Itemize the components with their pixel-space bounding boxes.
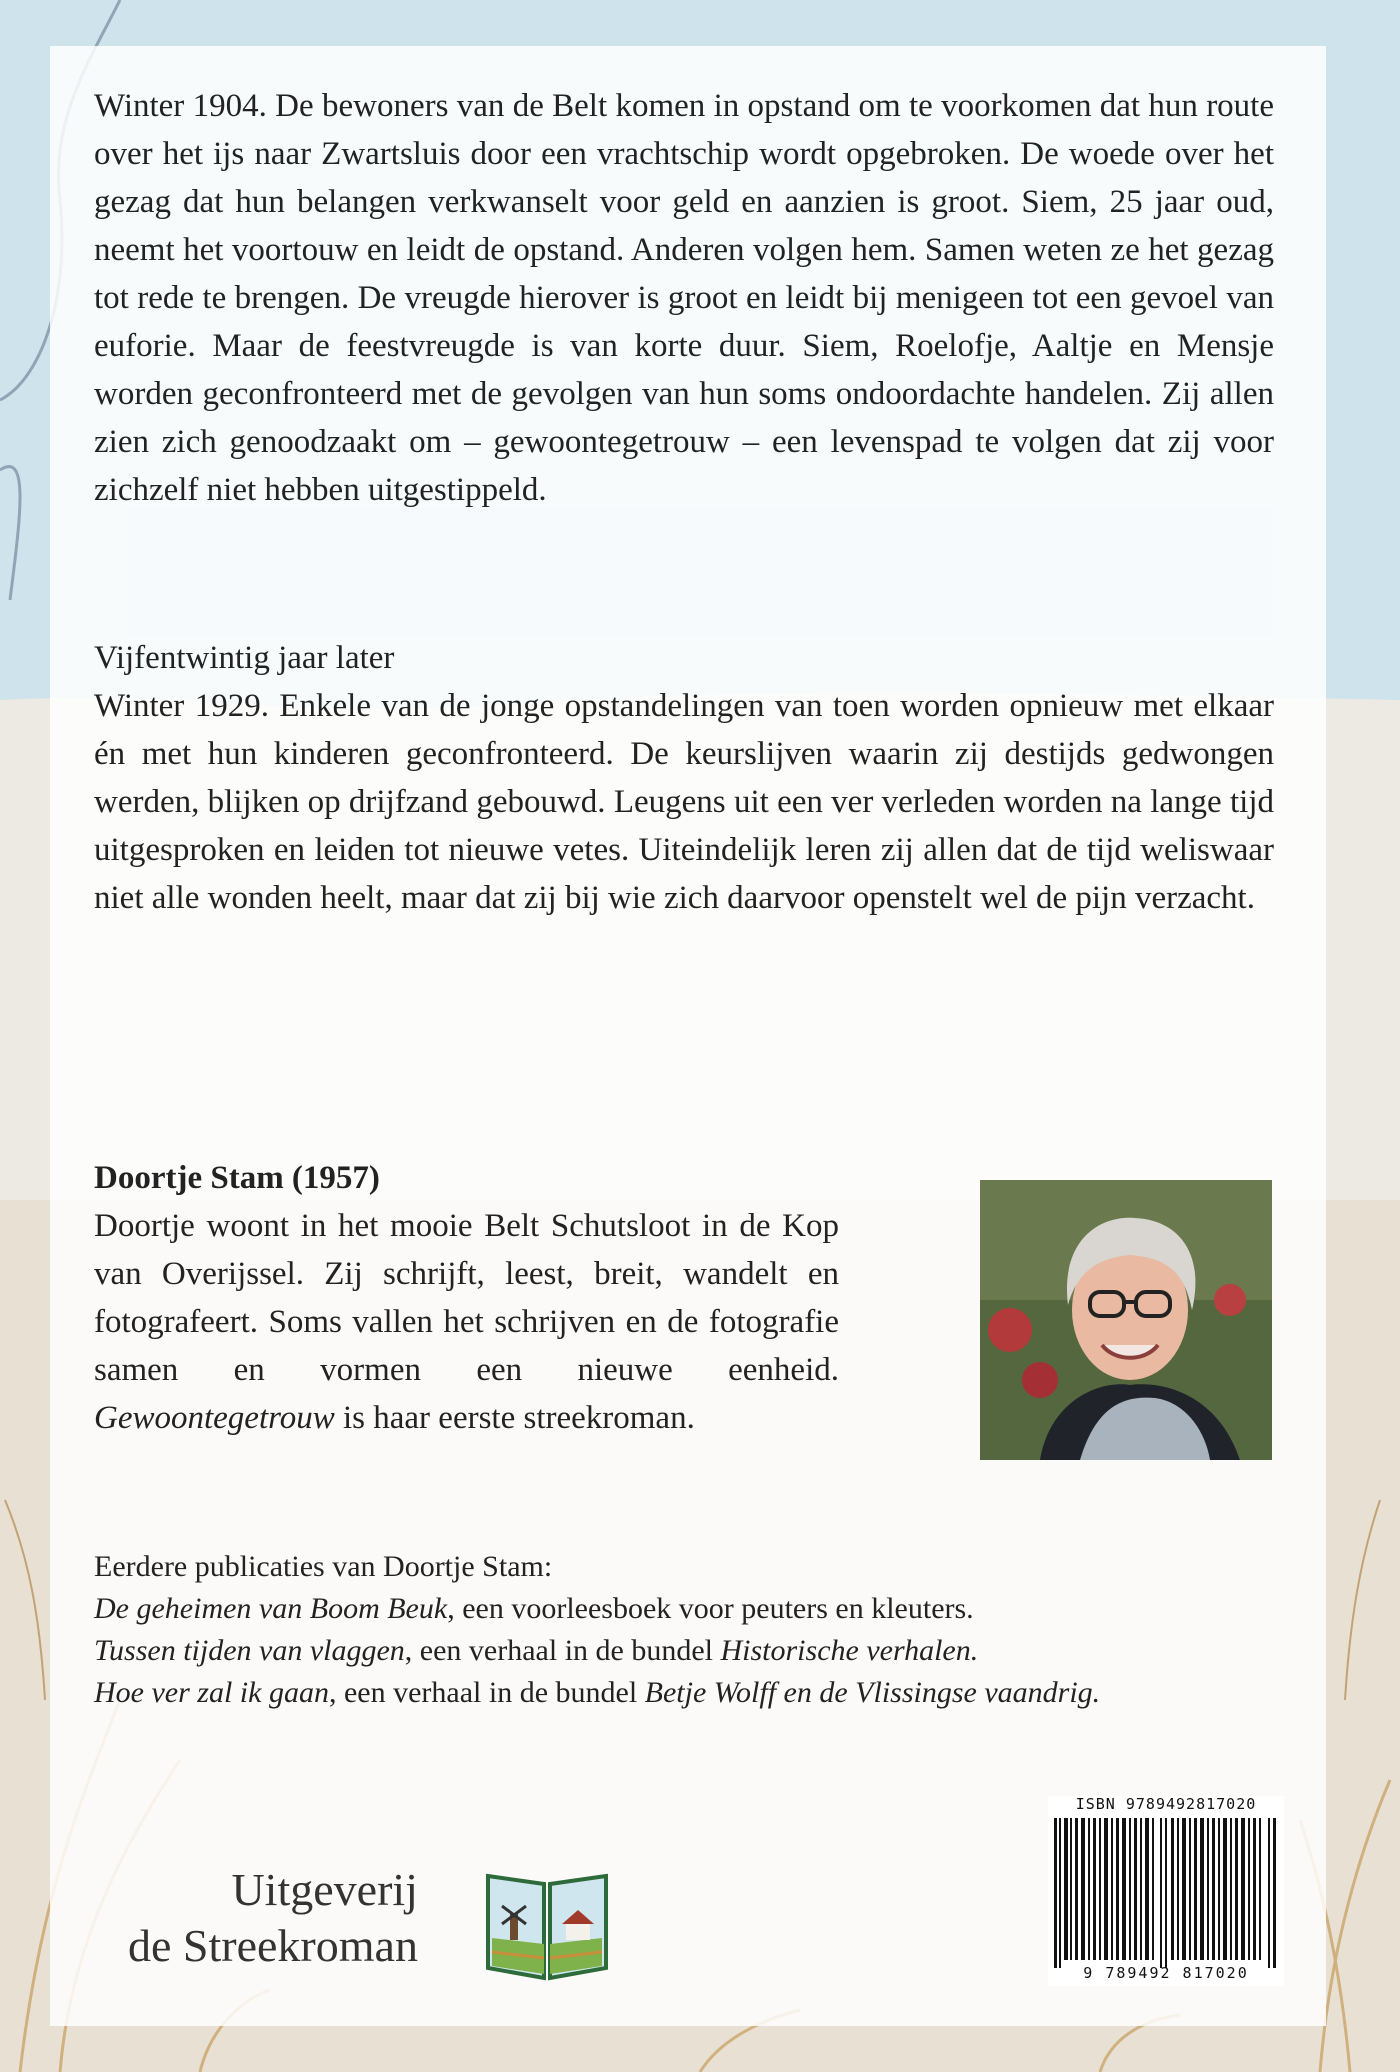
- publication-item: De geheimen van Boom Beuk, een voorleesboek voor peuters en kleuters.: [94, 1592, 974, 1625]
- publisher-name: Uitgeverij de Streekroman: [128, 1864, 418, 1971]
- publication-item: Tussen tijden van vlaggen, een verhaal in de bundel Historische verhalen.: [94, 1634, 979, 1667]
- author-name: Doortje Stam (1957): [94, 1160, 380, 1196]
- author-photo: [980, 1180, 1272, 1460]
- blurb-paragraph-2: Vijfentwintig jaar later Winter 1929. Enkele van de jonge opstandelingen van toen worden opnieuw met elkaar én met hun kinderen geconfronteerd. De keurslijven waarin zij destijds gedwongen werden, blijken op drijfzand gebouwd. Leugens uit een ver verleden worden na lange tijd uitgesproken en leiden tot nieuwe vetes. Uiteindelijk leren zij allen dat de tijd weliswaar niet alle wonden heelt, maar dat zij bij wie zich daarvoor openstelt wel de pijn verzacht.: [94, 634, 1274, 922]
- blurb-paragraph-1: Winter 1904. De bewoners van de Belt komen in opstand om te voorkomen dat hun route over het ijs naar Zwartsluis door een vrachtschip wordt opgebroken. De woede over het gezag dat hun belangen verkwanselt voor geld en aanzien is groot. Siem, 25 jaar oud, neemt het voortouw en leidt de opstand. Anderen volgen hem. Samen weten ze het gezag tot rede te brengen. De vreugde hierover is groot en leidt bij menigeen tot een gevoel van euforie. Maar de feestvreugde is van korte duur. Siem, Roelofje, Aaltje en Mensje worden geconfronteerd met de gevolgen van hun soms ondoordachte handelen. Zij allen zien zich genoodzaakt om – gewoontegetrouw – een levenspad te volgen dat zij voor zichzelf niet hebben uitgestippeld.: [94, 88, 1274, 508]
- book-title: Gewoontegetrouw: [94, 1400, 335, 1436]
- previous-publications: [94, 1546, 1294, 1714]
- blurb-subheading: Vijfentwintig jaar later: [94, 640, 395, 676]
- isbn-label: ISBN 9789492817020: [1075, 1795, 1257, 1813]
- author-section: [94, 1154, 839, 1442]
- windmill-farm-book-icon: [484, 1868, 610, 1986]
- author-bio: Doortje woont in het mooie Belt Schutsloot in de Kop van Overijssel. Zij schrijft, leest, breit, wandelt en fotografeert. Soms vallen het schrijven en de fotografie samen en vormen een nieuwe eenheid. Gewoontegetrouw is haar eerste streekroman.: [94, 1208, 839, 1436]
- publications-heading: Eerdere publicaties van Doortje Stam:: [94, 1550, 553, 1583]
- barcode-digits: 9 789492 817020: [1083, 1964, 1249, 1982]
- barcode: [1048, 1796, 1284, 1986]
- publication-item: Hoe ver zal ik gaan, een verhaal in de bundel Betje Wolff en de Vlissingse vaandrig.: [94, 1676, 1101, 1709]
